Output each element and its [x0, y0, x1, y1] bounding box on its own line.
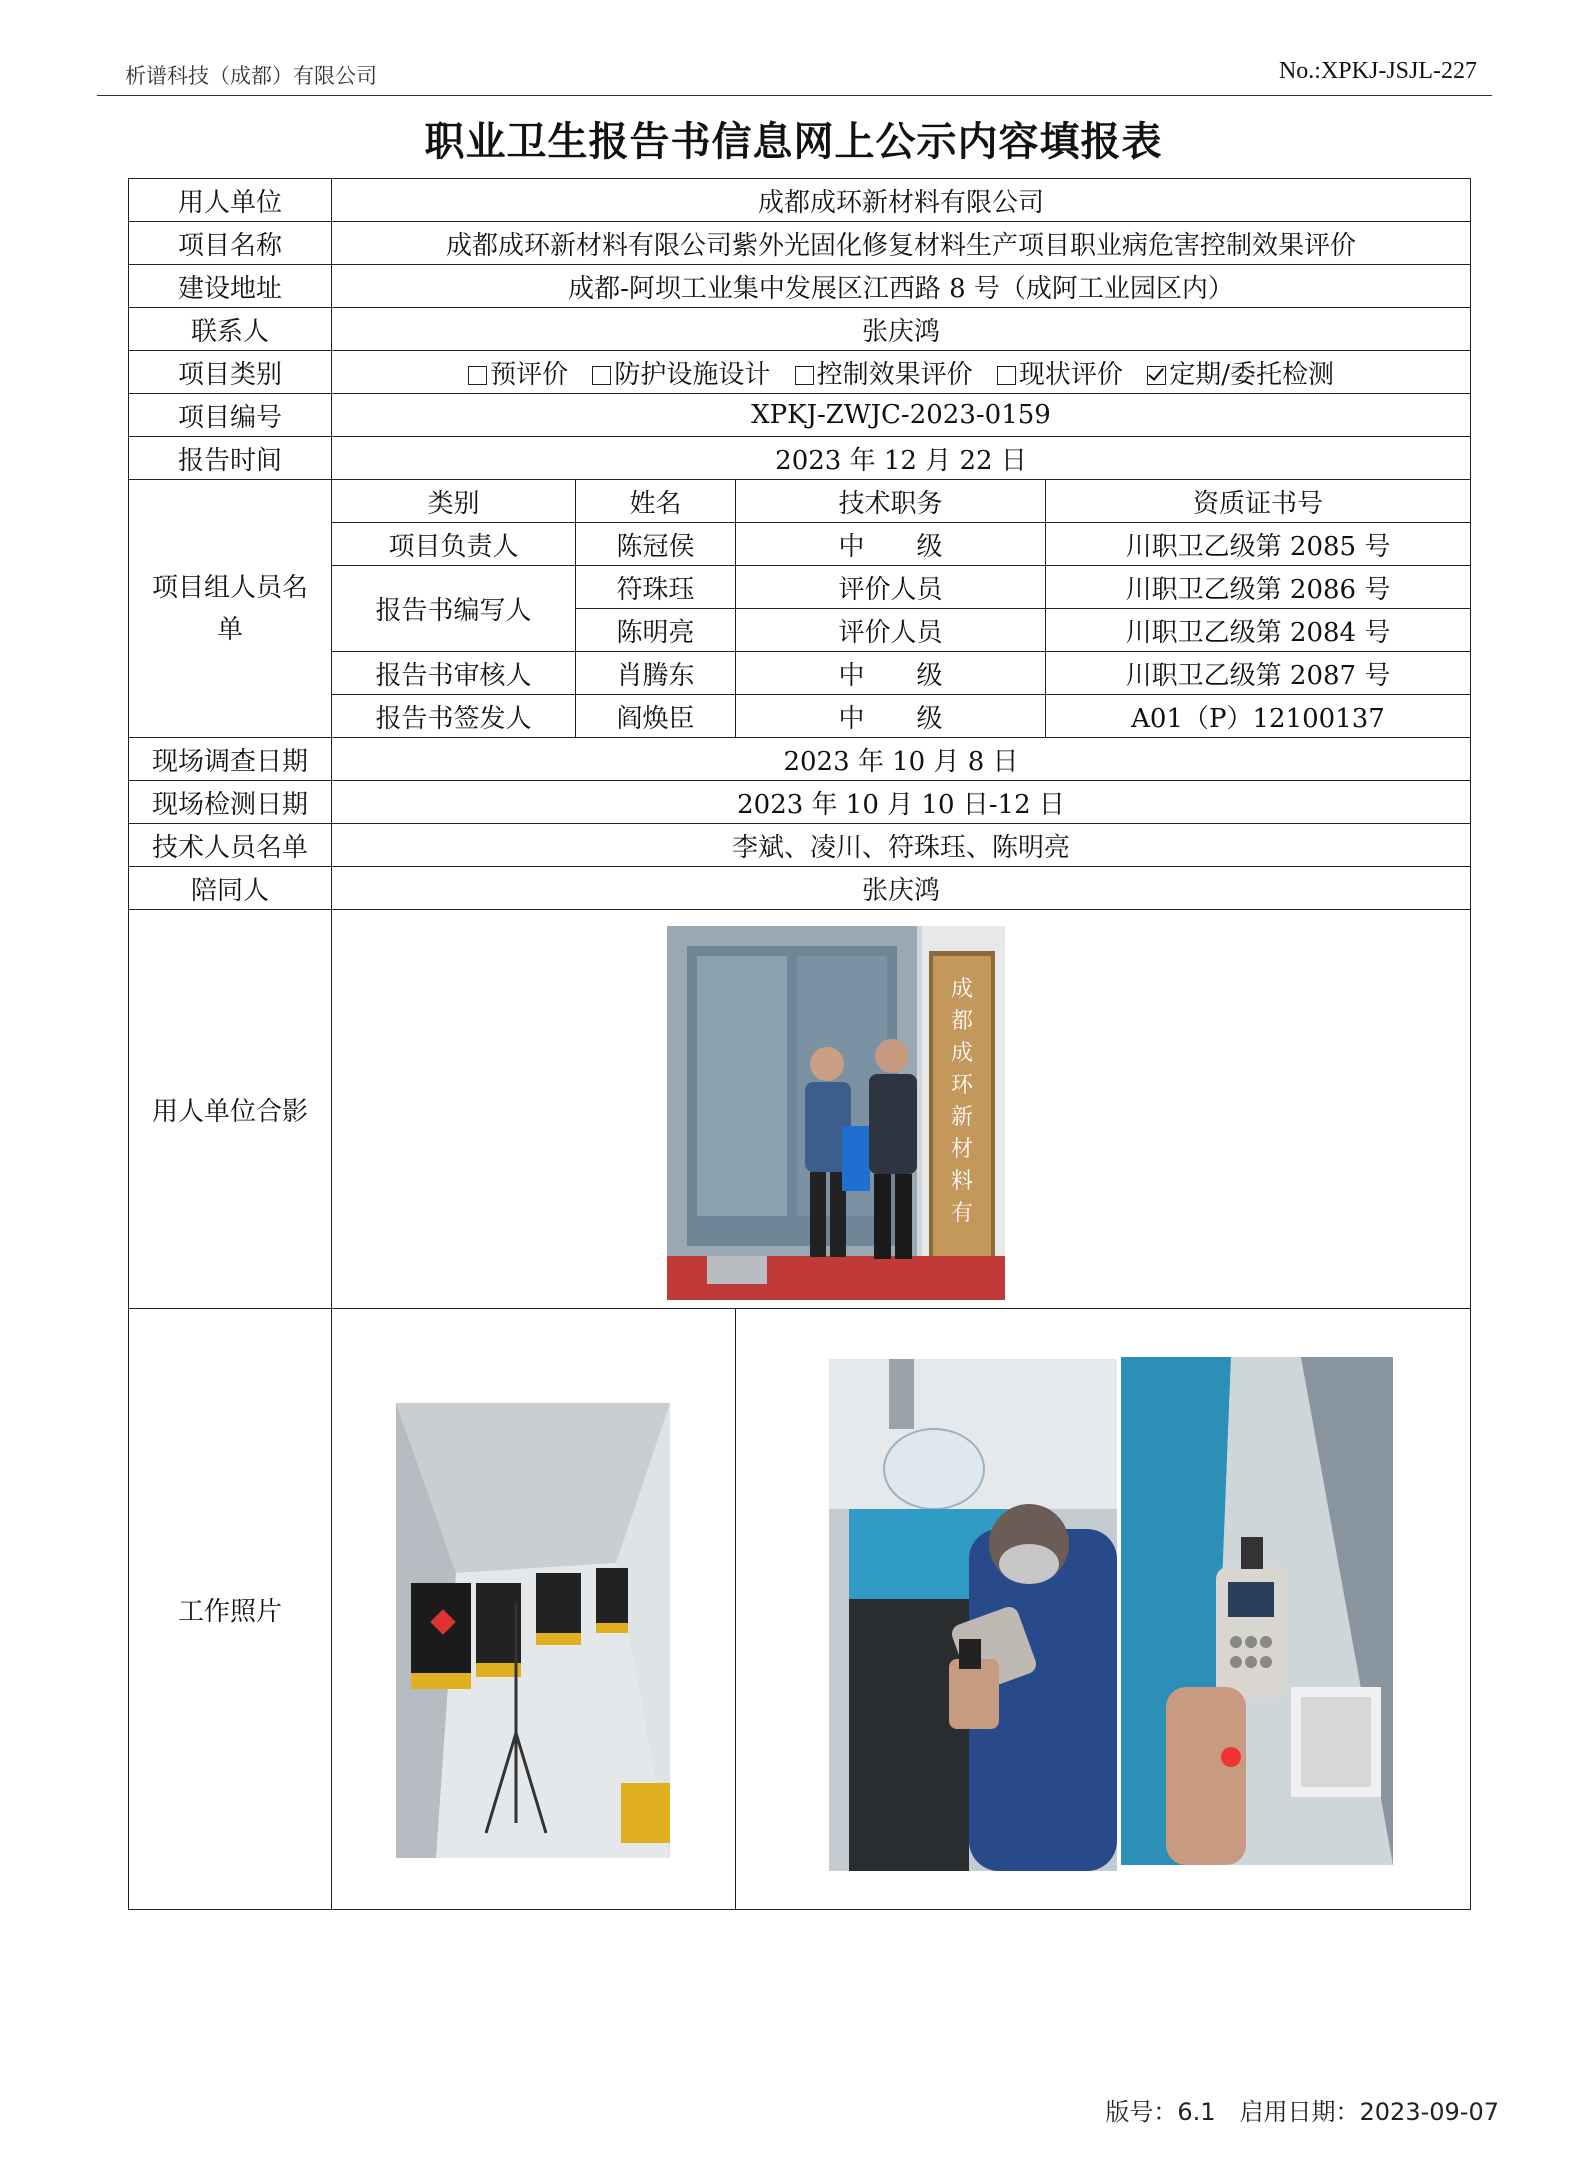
svg-text:新: 新 — [950, 1105, 974, 1130]
row-work-photo — [129, 1309, 1471, 1910]
svg-text:成: 成 — [950, 1041, 974, 1066]
value-tech-staff: 李斌、凌川、符珠珏、陈明亮 — [332, 824, 1471, 867]
row-category — [129, 351, 1471, 394]
team-name: 陈明亮 — [576, 609, 736, 652]
label-employer: 用人单位 — [129, 179, 332, 222]
label-contact: 联系人 — [129, 308, 332, 351]
label-team: 项目组人员名单 — [129, 480, 332, 738]
team-header-role: 类别 — [332, 480, 576, 523]
team-header-name: 姓名 — [576, 480, 736, 523]
team-header-row — [129, 480, 1471, 523]
team-cert: A01（P）12100137 — [1046, 695, 1471, 738]
value-test-date: 2023 年 10 月 10 日-12 日 — [332, 781, 1471, 824]
group-photo-image — [667, 926, 1005, 1300]
footer-version: 版号：6.1 — [1105, 2098, 1216, 2126]
checkbox-icon[interactable] — [592, 366, 611, 385]
team-name: 阎焕臣 — [576, 695, 736, 738]
label-survey-date: 现场调查日期 — [129, 738, 332, 781]
checkbox-checked-icon[interactable] — [1147, 366, 1166, 385]
work-photo-cell-left — [332, 1309, 736, 1910]
value-address: 成都-阿坝工业集中发展区江西路 8 号（成阿工业园区内） — [332, 265, 1471, 308]
work-photo-storage-image — [396, 1403, 670, 1858]
value-report-date: 2023 年 12 月 22 日 — [332, 437, 1471, 480]
team-cert: 川职卫乙级第 2086 号 — [1046, 566, 1471, 609]
row-escort — [129, 867, 1471, 910]
label-report-date: 报告时间 — [129, 437, 332, 480]
team-name: 符珠珏 — [576, 566, 736, 609]
footer — [1081, 2092, 1499, 2127]
row-employer — [129, 179, 1471, 222]
value-escort: 张庆鸿 — [332, 867, 1471, 910]
row-project-name — [129, 222, 1471, 265]
label-project-no: 项目编号 — [129, 394, 332, 437]
group-photo-cell — [332, 910, 1471, 1309]
svg-text:成: 成 — [950, 977, 974, 1002]
row-test-date — [129, 781, 1471, 824]
team-title: 中 级 — [736, 523, 1046, 566]
label-group-photo: 用人单位合影 — [129, 910, 332, 1309]
svg-text:材: 材 — [950, 1137, 974, 1162]
checkbox-icon[interactable] — [468, 366, 487, 385]
work-photo-noise-2 — [1121, 1357, 1393, 1865]
header-divider — [97, 95, 1492, 96]
team-cert: 川职卫乙级第 2087 号 — [1046, 652, 1471, 695]
team-cert: 川职卫乙级第 2084 号 — [1046, 609, 1471, 652]
label-tech-staff: 技术人员名单 — [129, 824, 332, 867]
row-report-date — [129, 437, 1471, 480]
svg-text:料: 料 — [950, 1169, 974, 1194]
label-work-photo: 工作照片 — [129, 1309, 332, 1910]
team-role: 报告书审核人 — [332, 652, 576, 695]
team-cert: 川职卫乙级第 2085 号 — [1046, 523, 1471, 566]
label-category: 项目类别 — [129, 351, 332, 394]
checkbox-icon[interactable] — [997, 366, 1016, 385]
work-photo-noise-2-image — [1121, 1357, 1393, 1865]
row-project-no — [129, 394, 1471, 437]
row-contact — [129, 308, 1471, 351]
page-title: 职业卫生报告书信息网上公示内容填报表 — [424, 119, 1163, 165]
value-project-name: 成都成环新材料有限公司紫外光固化修复材料生产项目职业病危害控制效果评价 — [332, 222, 1471, 265]
svg-text:有: 有 — [950, 1201, 974, 1226]
work-photo-cell-right — [736, 1309, 1471, 1910]
row-address — [129, 265, 1471, 308]
work-photo-storage — [396, 1403, 670, 1858]
team-role: 报告书签发人 — [332, 695, 576, 738]
team-title: 中 级 — [736, 695, 1046, 738]
svg-text:环: 环 — [950, 1073, 974, 1098]
team-name: 肖腾东 — [576, 652, 736, 695]
label-escort: 陪同人 — [129, 867, 332, 910]
team-header-title: 技术职务 — [736, 480, 1046, 523]
row-group-photo — [129, 910, 1471, 1309]
header-company: 析谱科技（成都）有限公司 — [125, 64, 377, 88]
team-title: 评价人员 — [736, 566, 1046, 609]
category-option-pre[interactable]: 预评价 — [468, 360, 568, 390]
work-photo-noise-1-image — [829, 1359, 1117, 1871]
svg-text:都: 都 — [950, 1009, 974, 1034]
category-options — [332, 351, 1471, 394]
group-photo — [667, 926, 1005, 1300]
footer-start-date: 启用日期：2023-09-07 — [1239, 2098, 1499, 2126]
work-photo-noise-1 — [829, 1359, 1117, 1871]
value-survey-date: 2023 年 10 月 8 日 — [332, 738, 1471, 781]
header-doc-number: No.:XPKJ-JSJL-227 — [1278, 58, 1477, 84]
label-project-name: 项目名称 — [129, 222, 332, 265]
team-role: 报告书编写人 — [332, 566, 576, 652]
row-tech-staff — [129, 824, 1471, 867]
category-option-status[interactable]: 现状评价 — [997, 360, 1123, 390]
team-header-cert: 资质证书号 — [1046, 480, 1471, 523]
checkbox-icon[interactable] — [795, 366, 814, 385]
value-contact: 张庆鸿 — [332, 308, 1471, 351]
label-test-date: 现场检测日期 — [129, 781, 332, 824]
category-option-periodic[interactable]: 定期/委托检测 — [1147, 360, 1334, 390]
team-role: 项目负责人 — [332, 523, 576, 566]
team-name: 陈冠侯 — [576, 523, 736, 566]
category-option-design[interactable]: 防护设施设计 — [592, 360, 770, 390]
team-title: 中 级 — [736, 652, 1046, 695]
label-address: 建设地址 — [129, 265, 332, 308]
row-survey-date — [129, 738, 1471, 781]
team-title: 评价人员 — [736, 609, 1046, 652]
value-project-no: XPKJ-ZWJC-2023-0159 — [332, 394, 1471, 437]
category-option-control[interactable]: 控制效果评价 — [795, 360, 973, 390]
value-employer: 成都成环新材料有限公司 — [332, 179, 1471, 222]
info-table — [128, 178, 1471, 1910]
